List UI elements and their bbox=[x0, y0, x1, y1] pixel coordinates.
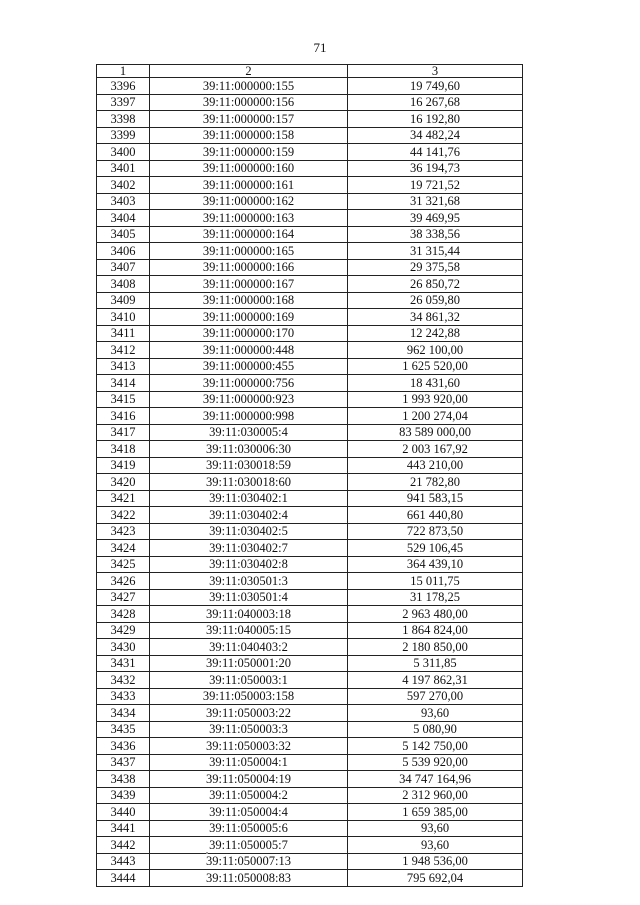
table-row bbox=[97, 540, 523, 557]
cadastral-number-cell: 39:11:000000:998 bbox=[150, 408, 348, 425]
cadastral-number-cell: 39:11:030018:60 bbox=[150, 474, 348, 491]
row-number-cell: 3431 bbox=[97, 655, 150, 672]
cadastral-number-cell: 39:11:050004:19 bbox=[150, 771, 348, 788]
value-cell: 795 692,04 bbox=[348, 870, 523, 887]
cadastral-value-table bbox=[96, 64, 523, 887]
value-cell: 26 850,72 bbox=[348, 276, 523, 293]
row-number-cell: 3408 bbox=[97, 276, 150, 293]
row-number-cell: 3413 bbox=[97, 358, 150, 375]
value-cell: 2 963 480,00 bbox=[348, 606, 523, 623]
value-cell: 44 141,76 bbox=[348, 144, 523, 161]
cadastral-number-cell: 39:11:050008:83 bbox=[150, 870, 348, 887]
row-number-cell: 3430 bbox=[97, 639, 150, 656]
value-cell: 36 194,73 bbox=[348, 160, 523, 177]
cadastral-number-cell: 39:11:050003:158 bbox=[150, 688, 348, 705]
row-number-cell: 3439 bbox=[97, 787, 150, 804]
table-row bbox=[97, 441, 523, 458]
cadastral-number-cell: 39:11:050003:3 bbox=[150, 721, 348, 738]
value-cell: 93,60 bbox=[348, 820, 523, 837]
table-row bbox=[97, 391, 523, 408]
row-number-cell: 3415 bbox=[97, 391, 150, 408]
value-cell: 34 747 164,96 bbox=[348, 771, 523, 788]
value-cell: 34 482,24 bbox=[348, 127, 523, 144]
table-row bbox=[97, 375, 523, 392]
row-number-cell: 3436 bbox=[97, 738, 150, 755]
table-row bbox=[97, 457, 523, 474]
table-row bbox=[97, 771, 523, 788]
cadastral-number-cell: 39:11:030501:3 bbox=[150, 573, 348, 590]
row-number-cell: 3407 bbox=[97, 259, 150, 276]
cadastral-number-cell: 39:11:000000:160 bbox=[150, 160, 348, 177]
row-number-cell: 3416 bbox=[97, 408, 150, 425]
value-cell: 34 861,32 bbox=[348, 309, 523, 326]
row-number-cell: 3405 bbox=[97, 226, 150, 243]
value-cell: 31 315,44 bbox=[348, 243, 523, 260]
row-number-cell: 3423 bbox=[97, 523, 150, 540]
row-number-cell: 3419 bbox=[97, 457, 150, 474]
row-number-cell: 3417 bbox=[97, 424, 150, 441]
value-cell: 1 948 536,00 bbox=[348, 853, 523, 870]
row-number-cell: 3411 bbox=[97, 325, 150, 342]
row-number-cell: 3422 bbox=[97, 507, 150, 524]
table-row bbox=[97, 853, 523, 870]
value-cell: 83 589 000,00 bbox=[348, 424, 523, 441]
row-number-cell: 3429 bbox=[97, 622, 150, 639]
table-row bbox=[97, 655, 523, 672]
row-number-cell: 3406 bbox=[97, 243, 150, 260]
cadastral-number-cell: 39:11:050003:1 bbox=[150, 672, 348, 689]
row-number-cell: 3424 bbox=[97, 540, 150, 557]
row-number-cell: 3426 bbox=[97, 573, 150, 590]
cadastral-number-cell: 39:11:000000:155 bbox=[150, 78, 348, 95]
cadastral-number-cell: 39:11:030402:5 bbox=[150, 523, 348, 540]
row-number-cell: 3421 bbox=[97, 490, 150, 507]
row-number-cell: 3418 bbox=[97, 441, 150, 458]
table-header-row bbox=[97, 65, 523, 78]
table-row bbox=[97, 424, 523, 441]
table-row bbox=[97, 622, 523, 639]
cadastral-number-cell: 39:11:000000:161 bbox=[150, 177, 348, 194]
stray-mark bbox=[206, 852, 208, 854]
cadastral-number-cell: 39:11:050003:22 bbox=[150, 705, 348, 722]
value-cell: 1 864 824,00 bbox=[348, 622, 523, 639]
cadastral-number-cell: 39:11:000000:448 bbox=[150, 342, 348, 359]
table-row bbox=[97, 94, 523, 111]
cadastral-number-cell: 39:11:000000:166 bbox=[150, 259, 348, 276]
value-cell: 16 192,80 bbox=[348, 111, 523, 128]
value-cell: 38 338,56 bbox=[348, 226, 523, 243]
row-number-cell: 3440 bbox=[97, 804, 150, 821]
cadastral-number-cell: 39:11:000000:169 bbox=[150, 309, 348, 326]
table-row bbox=[97, 325, 523, 342]
cadastral-number-cell: 39:11:000000:163 bbox=[150, 210, 348, 227]
row-number-cell: 3438 bbox=[97, 771, 150, 788]
value-cell: 1 993 920,00 bbox=[348, 391, 523, 408]
value-cell: 19 749,60 bbox=[348, 78, 523, 95]
row-number-cell: 3414 bbox=[97, 375, 150, 392]
table-row bbox=[97, 738, 523, 755]
table-row bbox=[97, 754, 523, 771]
table-row bbox=[97, 523, 523, 540]
value-cell: 364 439,10 bbox=[348, 556, 523, 573]
value-cell: 15 011,75 bbox=[348, 573, 523, 590]
value-cell: 4 197 862,31 bbox=[348, 672, 523, 689]
value-cell: 26 059,80 bbox=[348, 292, 523, 309]
table-row bbox=[97, 259, 523, 276]
value-cell: 597 270,00 bbox=[348, 688, 523, 705]
row-number-cell: 3434 bbox=[97, 705, 150, 722]
value-cell: 12 242,88 bbox=[348, 325, 523, 342]
value-cell: 5 539 920,00 bbox=[348, 754, 523, 771]
row-number-cell: 3412 bbox=[97, 342, 150, 359]
value-cell: 5 311,85 bbox=[348, 655, 523, 672]
value-cell: 93,60 bbox=[348, 837, 523, 854]
row-number-cell: 3441 bbox=[97, 820, 150, 837]
cadastral-number-cell: 39:11:000000:156 bbox=[150, 94, 348, 111]
value-cell: 941 583,15 bbox=[348, 490, 523, 507]
value-cell: 29 375,58 bbox=[348, 259, 523, 276]
table-row bbox=[97, 78, 523, 95]
cadastral-number-cell: 39:11:030501:4 bbox=[150, 589, 348, 606]
table-row bbox=[97, 490, 523, 507]
row-number-cell: 3404 bbox=[97, 210, 150, 227]
table-row bbox=[97, 127, 523, 144]
cadastral-number-cell: 39:11:030018:59 bbox=[150, 457, 348, 474]
table-row bbox=[97, 787, 523, 804]
page-number: 71 bbox=[313, 40, 327, 55]
value-cell: 39 469,95 bbox=[348, 210, 523, 227]
column-header-3: 3 bbox=[348, 65, 523, 78]
row-number-cell: 3398 bbox=[97, 111, 150, 128]
row-number-cell: 3425 bbox=[97, 556, 150, 573]
row-number-cell: 3443 bbox=[97, 853, 150, 870]
value-cell: 18 431,60 bbox=[348, 375, 523, 392]
row-number-cell: 3435 bbox=[97, 721, 150, 738]
row-number-cell: 3420 bbox=[97, 474, 150, 491]
cadastral-number-cell: 39:11:000000:158 bbox=[150, 127, 348, 144]
table-row bbox=[97, 573, 523, 590]
cadastral-number-cell: 39:11:030006:30 bbox=[150, 441, 348, 458]
table-body bbox=[97, 78, 523, 887]
cadastral-number-cell: 39:11:000000:923 bbox=[150, 391, 348, 408]
value-cell: 2 312 960,00 bbox=[348, 787, 523, 804]
cadastral-number-cell: 39:11:030005:4 bbox=[150, 424, 348, 441]
cadastral-number-cell: 39:11:000000:170 bbox=[150, 325, 348, 342]
column-header-2: 2 bbox=[150, 65, 348, 78]
value-cell: 962 100,00 bbox=[348, 342, 523, 359]
cadastral-number-cell: 39:11:000000:167 bbox=[150, 276, 348, 293]
cadastral-number-cell: 39:11:000000:164 bbox=[150, 226, 348, 243]
column-header-1: 1 bbox=[97, 65, 150, 78]
cadastral-number-cell: 39:11:050004:1 bbox=[150, 754, 348, 771]
cadastral-number-cell: 39:11:030402:7 bbox=[150, 540, 348, 557]
cadastral-number-cell: 39:11:000000:162 bbox=[150, 193, 348, 210]
row-number-cell: 3401 bbox=[97, 160, 150, 177]
row-number-cell: 3437 bbox=[97, 754, 150, 771]
value-cell: 16 267,68 bbox=[348, 94, 523, 111]
table-row bbox=[97, 820, 523, 837]
table-row bbox=[97, 243, 523, 260]
table-row bbox=[97, 474, 523, 491]
table-row bbox=[97, 309, 523, 326]
row-number-cell: 3428 bbox=[97, 606, 150, 623]
row-number-cell: 3400 bbox=[97, 144, 150, 161]
table-row bbox=[97, 606, 523, 623]
table-row bbox=[97, 870, 523, 887]
value-cell: 31 321,68 bbox=[348, 193, 523, 210]
value-cell: 93,60 bbox=[348, 705, 523, 722]
table-row bbox=[97, 144, 523, 161]
table-row bbox=[97, 160, 523, 177]
cadastral-number-cell: 39:11:050004:2 bbox=[150, 787, 348, 804]
cadastral-number-cell: 39:11:050007:13 bbox=[150, 853, 348, 870]
value-cell: 21 782,80 bbox=[348, 474, 523, 491]
cadastral-number-cell: 39:11:000000:159 bbox=[150, 144, 348, 161]
cadastral-number-cell: 39:11:030402:8 bbox=[150, 556, 348, 573]
cadastral-number-cell: 39:11:040003:18 bbox=[150, 606, 348, 623]
cadastral-number-cell: 39:11:040403:2 bbox=[150, 639, 348, 656]
value-cell: 1 200 274,04 bbox=[348, 408, 523, 425]
row-number-cell: 3397 bbox=[97, 94, 150, 111]
table-row bbox=[97, 639, 523, 656]
cadastral-number-cell: 39:11:050004:4 bbox=[150, 804, 348, 821]
row-number-cell: 3410 bbox=[97, 309, 150, 326]
cadastral-number-cell: 39:11:000000:168 bbox=[150, 292, 348, 309]
table-row bbox=[97, 226, 523, 243]
table-row bbox=[97, 408, 523, 425]
row-number-cell: 3427 bbox=[97, 589, 150, 606]
value-cell: 5 080,90 bbox=[348, 721, 523, 738]
table-row bbox=[97, 804, 523, 821]
row-number-cell: 3409 bbox=[97, 292, 150, 309]
value-cell: 529 106,45 bbox=[348, 540, 523, 557]
table-row bbox=[97, 507, 523, 524]
table-row bbox=[97, 292, 523, 309]
cadastral-number-cell: 39:11:000000:165 bbox=[150, 243, 348, 260]
table-row bbox=[97, 111, 523, 128]
table-row bbox=[97, 177, 523, 194]
cadastral-number-cell: 39:11:050005:7 bbox=[150, 837, 348, 854]
table-row bbox=[97, 705, 523, 722]
row-number-cell: 3442 bbox=[97, 837, 150, 854]
row-number-cell: 3402 bbox=[97, 177, 150, 194]
table-row bbox=[97, 556, 523, 573]
cadastral-number-cell: 39:11:050001:20 bbox=[150, 655, 348, 672]
value-cell: 19 721,52 bbox=[348, 177, 523, 194]
cadastral-number-cell: 39:11:000000:157 bbox=[150, 111, 348, 128]
cadastral-number-cell: 39:11:030402:1 bbox=[150, 490, 348, 507]
cadastral-number-cell: 39:11:000000:756 bbox=[150, 375, 348, 392]
cadastral-number-cell: 39:11:040005:15 bbox=[150, 622, 348, 639]
table-row bbox=[97, 837, 523, 854]
row-number-cell: 3399 bbox=[97, 127, 150, 144]
table-row bbox=[97, 688, 523, 705]
value-cell: 661 440,80 bbox=[348, 507, 523, 524]
row-number-cell: 3396 bbox=[97, 78, 150, 95]
table-row bbox=[97, 589, 523, 606]
value-cell: 2 180 850,00 bbox=[348, 639, 523, 656]
table-row bbox=[97, 721, 523, 738]
value-cell: 1 625 520,00 bbox=[348, 358, 523, 375]
table-row bbox=[97, 276, 523, 293]
table-row bbox=[97, 672, 523, 689]
table-row bbox=[97, 358, 523, 375]
cadastral-number-cell: 39:11:000000:455 bbox=[150, 358, 348, 375]
value-cell: 5 142 750,00 bbox=[348, 738, 523, 755]
row-number-cell: 3444 bbox=[97, 870, 150, 887]
cadastral-number-cell: 39:11:050003:32 bbox=[150, 738, 348, 755]
row-number-cell: 3403 bbox=[97, 193, 150, 210]
value-cell: 722 873,50 bbox=[348, 523, 523, 540]
table-row bbox=[97, 193, 523, 210]
row-number-cell: 3433 bbox=[97, 688, 150, 705]
cadastral-number-cell: 39:11:030402:4 bbox=[150, 507, 348, 524]
value-cell: 443 210,00 bbox=[348, 457, 523, 474]
row-number-cell: 3432 bbox=[97, 672, 150, 689]
value-cell: 31 178,25 bbox=[348, 589, 523, 606]
table-row bbox=[97, 342, 523, 359]
value-cell: 1 659 385,00 bbox=[348, 804, 523, 821]
table-row bbox=[97, 210, 523, 227]
value-cell: 2 003 167,92 bbox=[348, 441, 523, 458]
cadastral-number-cell: 39:11:050005:6 bbox=[150, 820, 348, 837]
